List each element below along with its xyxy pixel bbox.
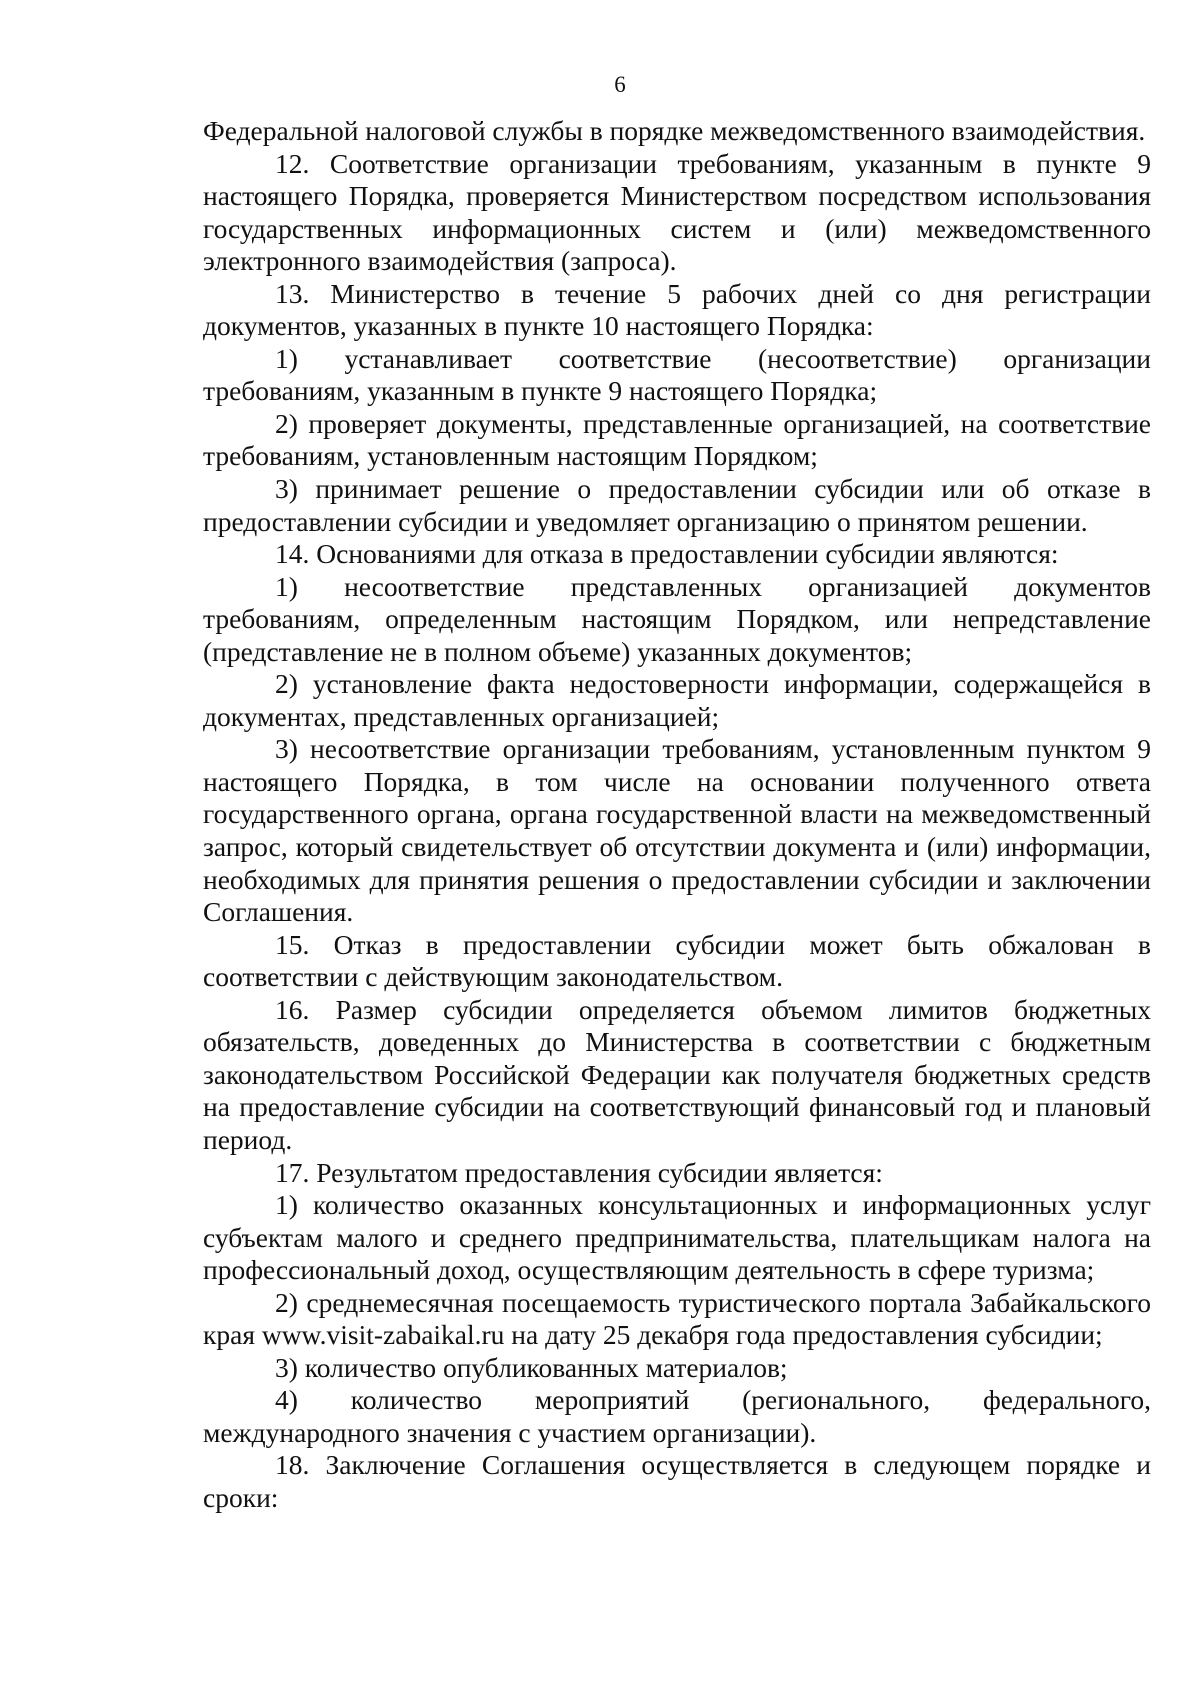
list-item: 3) несоответствие организации требованиям, установленным пунктом 9 настоящего Порядка, в том числе на основании полученного ответа государственного органа, органа государственной власти на межведомственный запрос, который свидетельствует об отсутствии документа и (или) информации, необходимых для принятия решения о предоставлении субсидии и заключении Соглашения. [203,733,1151,928]
document-body [203,115,1151,1515]
list-item: 2) среднемесячная посещаемость туристического портала Забайкальского края www.visit-zabaikal.ru на дату 25 декабря года предоставления субсидии; [203,1286,1151,1351]
list-item: 2) установление факта недостоверности информации, содержащейся в документах, представленных организацией; [203,668,1151,732]
paragraph: 17. Результатом предоставления субсидии является: [275,1156,883,1188]
list-item: 2) проверяет документы, представленные организацией, на соответствие требованиям, установленным настоящим Порядком; [203,407,1151,472]
paragraph: 16. Размер субсидии определяется объемом лимитов бюджетных обязательств, доведенных до Министерства в соответствии с бюджетным законодательством Российской Федерации как получателя бюджетных средств на предоставление субсидии на соответствующий финансовый год и плановый период. [203,993,1151,1155]
paragraph: 14. Основаниями для отказа в предоставлении субсидии являются: [275,538,1059,570]
list-item: 1) устанавливает соответствие (несоответствие) организации требованиям, указанным в пункте 9 настоящего Порядка; [203,342,1151,407]
list-item: 4) количество мероприятий (регионального, федерального, международного значения с участием организации). [203,1384,1151,1448]
paragraph: Федеральной налоговой службы в порядке межведомственного взаимодействия. [203,115,1146,146]
list-item: 3) принимает решение о предоставлении субсидии или об отказе в предоставлении субсидии и уведомляет организацию о принятом решении. [203,473,1151,537]
paragraph: 18. Заключение Соглашения осуществляется в следующем порядке и сроки: [203,1449,1151,1513]
paragraph: 15. Отказ в предоставлении субсидии может быть обжалован в соответствии с действующим законодательством. [203,928,1151,993]
list-item: 3) количество опубликованных материалов; [275,1351,788,1383]
page-number: 6 [614,72,626,97]
list-item: 1) количество оказанных консультационных и информационных услуг субъектам малого и среднего предпринимательства, плательщикам налога на профессиональный доход, осуществляющим деятельность в сфере туризма; [203,1189,1151,1286]
paragraph: 12. Соответствие организации требованиям, указанным в пункте 9 настоящего Порядка, проверяется Министерством посредством использования государственных информационных систем и (или) межведомственного электронного взаимодействия (запроса). [203,147,1151,277]
list-item: 1) несоответствие представленных организацией документов требованиям, определенным настоящим Порядком, или непредставление (представление не в полном объеме) указанных документов; [203,570,1151,667]
paragraph: 13. Министерство в течение 5 рабочих дней со дня регистрации документов, указанных в пункте 10 настоящего Порядка: [203,277,1151,342]
